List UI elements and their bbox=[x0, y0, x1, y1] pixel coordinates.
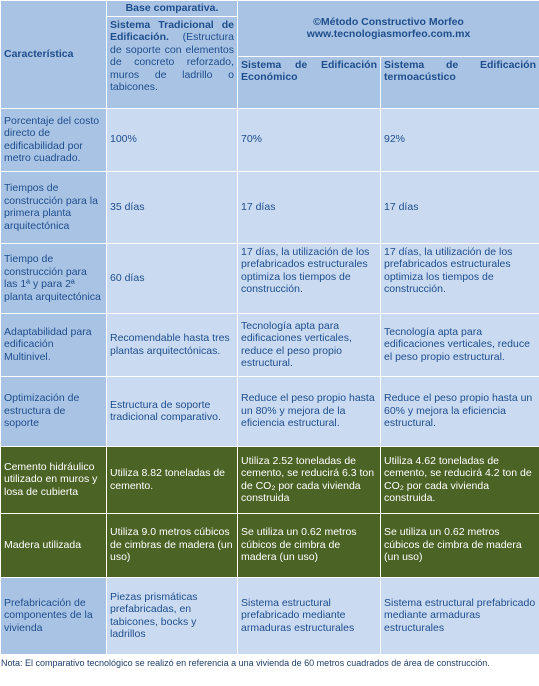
table-row bbox=[1, 243, 539, 313]
table-row bbox=[1, 171, 539, 243]
row-label: Tiempo de construcción para las 1ª y para 2ª planta arquitectónica bbox=[1, 243, 107, 313]
table-row bbox=[1, 313, 539, 376]
row-economic-value: 17 días bbox=[238, 171, 381, 243]
row-base-value: Estructura de soporte tradicional comparativo. bbox=[107, 376, 238, 446]
base-system-name: Sistema Tradicional de Edificación. bbox=[110, 18, 234, 43]
morfeo-copyright: ©Método Constructivo Morfeo bbox=[313, 15, 464, 28]
table-row bbox=[1, 376, 539, 446]
table-row bbox=[1, 513, 539, 577]
row-thermo-value: Tecnología apta para edificaciones verticales, reduce el peso propio estructural. bbox=[381, 313, 539, 376]
row-thermo-value: 92% bbox=[381, 108, 539, 171]
row-economic-value: Se utiliza un 0.62 metros cúbicos de cimbra de madera (un uso) bbox=[238, 513, 381, 577]
header-base-title: Base comparativa. bbox=[107, 1, 238, 17]
base-system-desc: (Estructura de soporte con elementos de concreto reforzado, muros de ladrillo o tabicones. bbox=[110, 31, 234, 93]
row-thermo-value: 17 días, la utilización de los prefabricados estructurales optimiza los tiempos de construcción. bbox=[381, 243, 539, 313]
row-base-value: 100% bbox=[107, 108, 238, 171]
row-economic-value: 70% bbox=[238, 108, 381, 171]
row-thermo-value: Reduce el peso propio hasta un 60% y mejora la eficiencia estructural. bbox=[381, 376, 539, 446]
row-base-value: Piezas prismáticas prefabricadas, en tabicones, bocks y ladrillos bbox=[107, 577, 238, 654]
row-thermo-value: 17 días bbox=[381, 171, 539, 243]
row-economic-value: 17 días, la utilización de los prefabricados estructurales optimiza los tiempos de construcción. bbox=[238, 243, 381, 313]
table-row bbox=[1, 108, 539, 171]
table-row bbox=[1, 577, 539, 654]
row-thermo-value: Se utiliza un 0.62 metros cúbicos de cimbra de madera (un uso) bbox=[381, 513, 539, 577]
header-characteristic: Característica bbox=[1, 1, 107, 109]
row-thermo-value: Utiliza 4.62 toneladas de cemento, se reducirá 4.2 ton de CO₂ por cada vivienda construida. bbox=[381, 446, 539, 513]
row-economic-value: Utiliza 2.52 toneladas de cemento, se reducirá 6.3 ton de CO₂ por cada vivienda construida bbox=[238, 446, 381, 513]
row-base-value: 60 días bbox=[107, 243, 238, 313]
row-base-value: Utiliza 9.0 metros cúbicos de cimbras de madera (un uso) bbox=[107, 513, 238, 577]
row-label: Cemento hidráulico utilizado en muros y losa de cubierta bbox=[1, 446, 107, 513]
row-label: Adaptabilidad para edificación Multinivel. bbox=[1, 313, 107, 376]
footnote: Nota: El comparativo tecnológico se realizó en referencia a una vivienda de 60 metros cuadrados de área de construcción. bbox=[1, 658, 490, 668]
row-base-value: 35 días bbox=[107, 171, 238, 243]
row-thermo-value: Sistema estructural prefabricado mediante armaduras estructurales bbox=[381, 577, 539, 654]
row-economic-value: Sistema estructural prefabricado mediante armaduras estructurales bbox=[238, 577, 381, 654]
row-base-value: Recomendable hasta tres plantas arquitectónicas. bbox=[107, 313, 238, 376]
row-label: Porcentaje del costo directo de edificabilidad por metro cuadrado. bbox=[1, 108, 107, 171]
header-col-economic: Sistema de Edificación Económico bbox=[238, 56, 381, 108]
table-row bbox=[1, 446, 539, 513]
row-label: Tiempos de construcción para la primera planta arquitectónica bbox=[1, 171, 107, 243]
header-base-system bbox=[107, 16, 238, 108]
row-label: Optimización de estructura de soporte bbox=[1, 376, 107, 446]
row-label: Madera utilizada bbox=[1, 513, 107, 577]
row-economic-value: Tecnología apta para edificaciones verticales, reduce el peso propio estructural. bbox=[238, 313, 381, 376]
header-col-thermo: Sistema de Edificación termoacústico bbox=[381, 56, 539, 108]
row-label: Prefabricación de componentes de la vivienda bbox=[1, 577, 107, 654]
morfeo-website: www.tecnologiasmorfeo.com.mx bbox=[306, 28, 471, 41]
row-base-value: Utiliza 8.82 toneladas de cemento. bbox=[107, 446, 238, 513]
header-morfeo bbox=[238, 1, 539, 57]
row-economic-value: Reduce el peso propio hasta un 80% y mejora de la eficiencia estructural. bbox=[238, 376, 381, 446]
